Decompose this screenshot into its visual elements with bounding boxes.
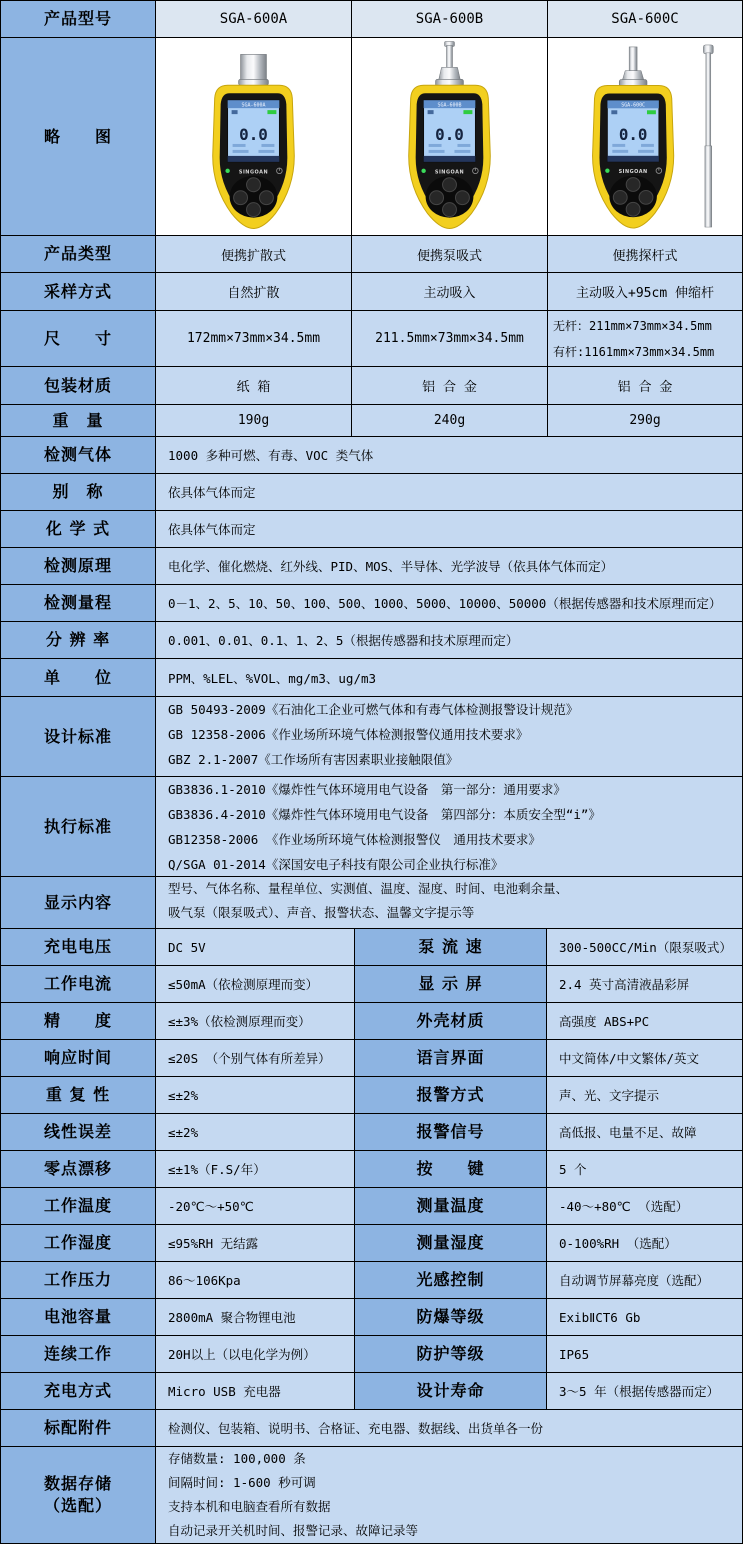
spec-value: 0－1、2、5、10、50、100、500、1000、5000、10000、50000（根据传感器和技术原理而定）	[156, 585, 742, 621]
row-weight	[1, 405, 742, 437]
spec-value: 20H以上（以电化学为例）	[156, 1336, 355, 1372]
spec-label: 尺 寸	[1, 311, 156, 366]
spec-value: 存储数量: 100,000 条 间隔时间: 1-600 秒可调 支持本机和电脑查看所有数据 自动记录开关机时间、报警记录、故障记录等	[156, 1447, 742, 1543]
spec-value: DC 5V	[156, 929, 355, 965]
spec-value: ≤±1%（F.S/年）	[156, 1151, 355, 1187]
button-cluster	[609, 175, 657, 217]
row-working-current	[1, 966, 742, 1003]
spec-label: 充电电压	[1, 929, 156, 965]
row-accuracy	[1, 1003, 742, 1040]
telescopic-rod-icon	[703, 44, 713, 226]
spec-label: 测量温度	[355, 1188, 547, 1224]
spec-label: 单 位	[1, 659, 156, 696]
row-detect-gas	[1, 437, 742, 474]
spec-value: 高低报、电量不足、故障	[547, 1114, 742, 1150]
spec-value: PPM、%LEL、%VOL、mg/m3、ug/m3	[156, 659, 742, 696]
battery-icon	[463, 110, 472, 114]
spec-value-c: 便携探杆式	[548, 236, 742, 272]
row-charging-method	[1, 1373, 742, 1410]
screen-reading: 0.0	[618, 124, 648, 144]
spec-label: 防爆等级	[355, 1299, 547, 1335]
spec-value: 2800mA 聚合物锂电池	[156, 1299, 355, 1335]
spec-value-c: 290g	[548, 405, 742, 436]
spec-value: ≤20S （个别气体有所差异）	[156, 1040, 355, 1076]
spec-label: 响应时间	[1, 1040, 156, 1076]
spec-value: 电化学、催化燃烧、红外线、PID、MOS、半导体、光学波导（依具体气体而定）	[156, 548, 742, 584]
spec-value: -40～+80℃ （选配）	[547, 1188, 742, 1224]
product-image-cell-b	[352, 38, 548, 235]
screen-title: SGA-600C	[621, 102, 646, 109]
model-b-cell: SGA-600B	[352, 1, 548, 37]
row-chemical-formula	[1, 511, 742, 548]
row-response-time	[1, 1040, 742, 1077]
spec-value-a: 自然扩散	[156, 273, 352, 310]
row-resolution	[1, 622, 742, 659]
spec-value-a: 便携扩散式	[156, 236, 352, 272]
device-screen	[228, 100, 280, 162]
spec-value: ≤95%RH 无结露	[156, 1225, 355, 1261]
status-led	[421, 168, 425, 172]
spec-label: 外壳材质	[355, 1003, 547, 1039]
row-sketch	[1, 38, 742, 236]
spec-label: 显 示 屏	[355, 966, 547, 1002]
spec-value: 5 个	[547, 1151, 742, 1187]
spec-label: 检测气体	[1, 437, 156, 473]
screen-title: SGA-600A	[241, 101, 266, 108]
row-execution-standard	[1, 777, 742, 877]
button-cluster	[230, 175, 278, 217]
screen-reading: 0.0	[239, 124, 268, 144]
spec-label: 重 量	[1, 405, 156, 436]
spec-value: 300-500CC/Min（限泵吸式）	[547, 929, 742, 965]
spec-value-c: 主动吸入+95cm 伸缩杆	[548, 273, 742, 310]
spec-value: 中文简体/中文繁体/英文	[547, 1040, 742, 1076]
row-repeatability	[1, 1077, 742, 1114]
spec-label: 分 辨 率	[1, 622, 156, 658]
spec-label: 检测量程	[1, 585, 156, 621]
spec-value: 3～5 年（根据传感器而定）	[547, 1373, 742, 1409]
model-c-cell: SGA-600C	[548, 1, 742, 37]
row-continuous-working	[1, 1336, 742, 1373]
spec-label: 显示内容	[1, 877, 156, 928]
row-unit	[1, 659, 742, 697]
device-photo-sga-600a	[156, 38, 351, 235]
spec-label: 充电方式	[1, 1373, 156, 1409]
product-image-cell-c	[548, 38, 742, 235]
device-screen	[424, 100, 476, 162]
spec-value: 86～106Kpa	[156, 1262, 355, 1298]
spec-value-b: 铝 合 金	[352, 367, 548, 404]
spec-label: 别 称	[1, 474, 156, 510]
device-photo-sga-600b	[352, 38, 547, 235]
spec-value: 0.001、0.01、0.1、1、2、5（根据传感器和技术原理而定）	[156, 622, 742, 658]
spec-label: 重 复 性	[1, 1077, 156, 1113]
probe-icon	[619, 46, 647, 86]
spec-value-a: 172mm×73mm×34.5mm	[156, 311, 352, 366]
button-cluster	[426, 175, 474, 217]
spec-value: 依具体气体而定	[156, 474, 742, 510]
spec-label: 产品型号	[1, 1, 156, 37]
row-detect-range	[1, 585, 742, 622]
screen-title: SGA-600B	[437, 101, 462, 108]
status-led	[225, 168, 229, 172]
spec-label: 执行标准	[1, 777, 156, 876]
row-linearity-error	[1, 1114, 742, 1151]
row-design-standard	[1, 697, 742, 777]
spec-label: 工作压力	[1, 1262, 156, 1298]
spec-label: 防护等级	[355, 1336, 547, 1372]
brand-label: SINGOAN	[618, 168, 648, 175]
sensor-cap-icon	[239, 54, 269, 85]
spec-value: ≤±3%（依检测原理而变）	[156, 1003, 355, 1039]
spec-label: 标配附件	[1, 1410, 156, 1446]
spec-value: 型号、气体名称、量程单位、实测值、温度、湿度、时间、电池剩余量、 吸气泵（限泵吸式）、声音、报警状态、温馨文字提示等	[156, 877, 742, 928]
spec-value: -20℃～+50℃	[156, 1188, 355, 1224]
brand-label: SINGOAN	[238, 168, 269, 175]
row-working-pressure	[1, 1262, 742, 1299]
spec-value: GB 50493-2009《石油化工企业可燃气体和有毒气体检测报警设计规范》 GB 12358-2006《作业场所环境气体检测报警仪通用技术要求》 GBZ 2.1-2007《工作场所有害因素职业接触限值》	[156, 697, 742, 776]
row-standard-accessories	[1, 1410, 742, 1447]
spec-value: 声、光、文字提示	[547, 1077, 742, 1113]
row-charging-voltage	[1, 929, 742, 966]
spec-value: 1000 多种可燃、有毒、VOC 类气体	[156, 437, 742, 473]
row-dimensions	[1, 311, 742, 367]
model-a-cell: SGA-600A	[156, 1, 352, 37]
spec-label: 报警方式	[355, 1077, 547, 1113]
probe-icon	[436, 41, 464, 86]
spec-label: 略 图	[1, 38, 156, 235]
spec-value: 依具体气体而定	[156, 511, 742, 547]
spec-label: 泵 流 速	[355, 929, 547, 965]
screen-reading: 0.0	[435, 124, 464, 144]
spec-value: 检测仪、包装箱、说明书、合格证、充电器、数据线、出货单各一份	[156, 1410, 742, 1446]
row-packaging-material	[1, 367, 742, 405]
spec-label: 按 键	[355, 1151, 547, 1187]
spec-value-c: 铝 合 金	[548, 367, 742, 404]
spec-value: 0-100%RH （选配）	[547, 1225, 742, 1261]
spec-label: 工作电流	[1, 966, 156, 1002]
spec-label: 测量湿度	[355, 1225, 547, 1261]
battery-icon	[647, 110, 656, 114]
spec-label: 电池容量	[1, 1299, 156, 1335]
spec-label: 数据存储 （选配）	[1, 1447, 156, 1543]
spec-label: 线性误差	[1, 1114, 156, 1150]
row-data-storage	[1, 1447, 742, 1543]
battery-icon	[267, 110, 276, 114]
spec-value: 自动调节屏幕亮度（选配）	[547, 1262, 742, 1298]
row-product-type	[1, 236, 742, 273]
row-sampling-method	[1, 273, 742, 311]
spec-label: 工作湿度	[1, 1225, 156, 1261]
row-display-content	[1, 877, 742, 929]
spec-value: 高强度 ABS+PC	[547, 1003, 742, 1039]
spec-value-b: 211.5mm×73mm×34.5mm	[352, 311, 548, 366]
spec-value: IP65	[547, 1336, 742, 1372]
spec-value-a: 纸 箱	[156, 367, 352, 404]
spec-value-b: 240g	[352, 405, 548, 436]
spec-label: 精 度	[1, 1003, 156, 1039]
spec-label: 化 学 式	[1, 511, 156, 547]
spec-label: 设计寿命	[355, 1373, 547, 1409]
spec-label: 包装材质	[1, 367, 156, 404]
spec-value: ExibⅡCT6 Gb	[547, 1299, 742, 1335]
spec-value-c: 无杆：211mm×73mm×34.5mm 有杆:1161mm×73mm×34.5mm	[548, 311, 742, 366]
product-image-cell-a	[156, 38, 352, 235]
spec-value-b: 便携泵吸式	[352, 236, 548, 272]
spec-value: ≤±2%	[156, 1114, 355, 1150]
spec-value: 2.4 英寸高清液晶彩屏	[547, 966, 742, 1002]
row-alias	[1, 474, 742, 511]
spec-label: 产品类型	[1, 236, 156, 272]
spec-label: 设计标准	[1, 697, 156, 776]
row-working-humidity	[1, 1225, 742, 1262]
row-battery-capacity	[1, 1299, 742, 1336]
spec-value: GB3836.1-2010《爆炸性气体环境用电气设备 第一部分：通用要求》 GB3836.4-2010《爆炸性气体环境用电气设备 第四部分：本质安全型“i”》 GB12358-2006 《作业场所环境气体检测报警仪 通用技术要求》 Q/SGA 01-2014《深国安电子科技有限公司企业执行标准》	[156, 777, 742, 876]
device-photo-sga-600c	[548, 38, 742, 235]
spec-label: 报警信号	[355, 1114, 547, 1150]
spec-value: ≤±2%	[156, 1077, 355, 1113]
spec-label: 光感控制	[355, 1262, 547, 1298]
spec-label: 连续工作	[1, 1336, 156, 1372]
spec-value: ≤50mA（依检测原理而变）	[156, 966, 355, 1002]
spec-label: 语言界面	[355, 1040, 547, 1076]
spec-label: 检测原理	[1, 548, 156, 584]
spec-label: 工作温度	[1, 1188, 156, 1224]
spec-value-b: 主动吸入	[352, 273, 548, 310]
spec-value-a: 190g	[156, 405, 352, 436]
row-working-temperature	[1, 1188, 742, 1225]
status-led	[605, 168, 609, 172]
row-product-model	[1, 1, 742, 38]
spec-value: Micro USB 充电器	[156, 1373, 355, 1409]
brand-label: SINGOAN	[434, 168, 465, 175]
spec-label: 采样方式	[1, 273, 156, 310]
row-zero-drift	[1, 1151, 742, 1188]
device-screen	[607, 100, 658, 161]
row-detect-principle	[1, 548, 742, 585]
spec-label: 零点漂移	[1, 1151, 156, 1187]
